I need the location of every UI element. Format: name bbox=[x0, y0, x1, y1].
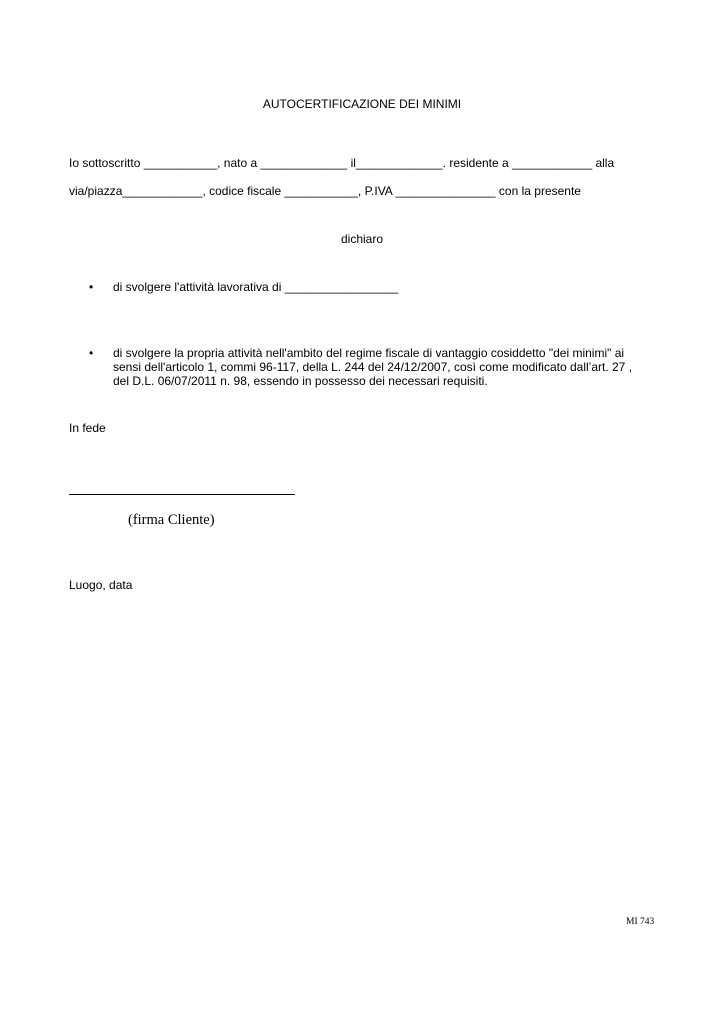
declaration-item-line: di svolgere la propria attività nell'ambito del regime fiscale di vantaggio cosiddetto "dei minimi" ai bbox=[113, 346, 625, 360]
document-title: AUTOCERTIFICAZIONE DEI MINIMI bbox=[262, 97, 462, 111]
declaration-heading: dichiaro bbox=[340, 232, 384, 246]
bullet-icon: • bbox=[89, 346, 94, 360]
form-code: MI 743 bbox=[626, 917, 655, 927]
declaration-item-tax-regime bbox=[113, 346, 653, 388]
signature-label: (firma Cliente) bbox=[128, 512, 215, 528]
declaration-item-activity: di svolgere l'attività lavorativa di _________________ bbox=[113, 280, 399, 294]
closing-text: In fede bbox=[69, 421, 106, 435]
intro-line-2: via/piazza____________, codice fiscale ___________, P.IVA _______________ con la presente bbox=[69, 184, 581, 198]
signature-line bbox=[69, 494, 295, 495]
declaration-item-line: sensi dell'articolo 1, commi 96-117, della L. 244 del 24/12/2007, così come modificato dall’art. 27 , bbox=[113, 360, 633, 374]
intro-line-1: Io sottoscritto ___________, nato a _____________ il_____________. residente a ____________ alla bbox=[69, 156, 615, 170]
declaration-item-line: del D.L. 06/07/2011 n. 98, essendo in possesso dei necessari requisiti. bbox=[113, 374, 488, 388]
place-date-label: Luogo, data bbox=[69, 578, 133, 592]
bullet-icon: • bbox=[89, 280, 94, 294]
